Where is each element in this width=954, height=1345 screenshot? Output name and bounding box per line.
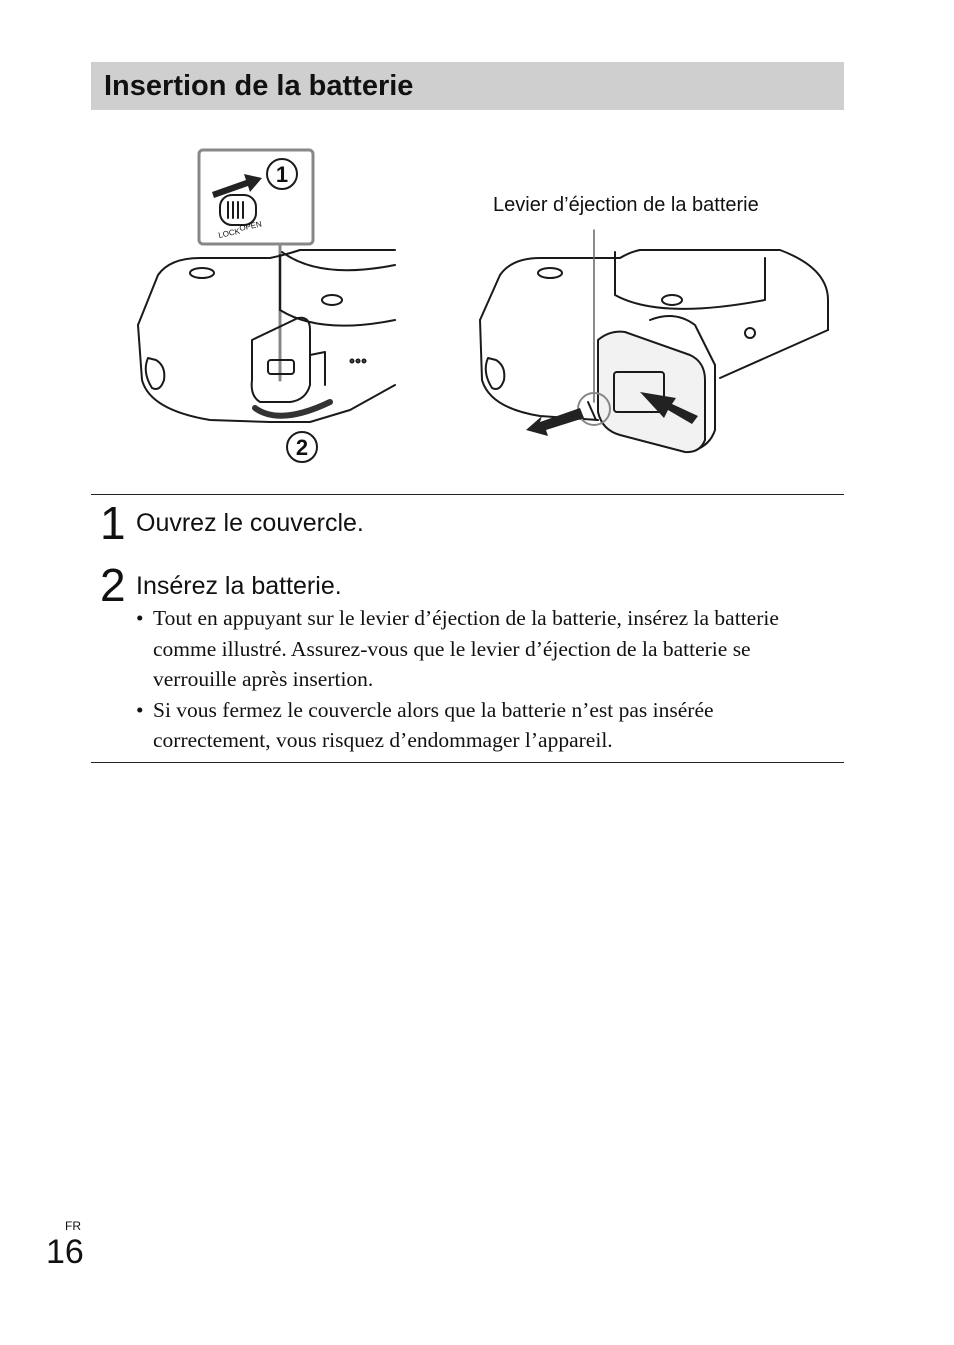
camera-right-drawing — [480, 230, 828, 452]
battery-insertion-illustration — [120, 140, 840, 480]
section-header — [91, 62, 844, 110]
notes-list — [136, 603, 816, 756]
language-code: FR — [65, 1219, 81, 1233]
step-2-title: Insérez la batterie. — [136, 572, 342, 600]
bottom-rule — [91, 762, 844, 763]
step-1-title: Ouvrez le couvercle. — [136, 509, 364, 537]
step-1-number: 1 — [100, 497, 126, 549]
note-text: Si vous fermez le couvercle alors que la batterie n’est pas insérée correctement, vous risquez d’endommager l’appareil. — [153, 697, 714, 752]
step-2-number: 2 — [100, 559, 126, 611]
note-item — [136, 603, 816, 695]
switch-open-label: OPEN — [238, 219, 263, 233]
switch-lock-label: LOCK — [217, 226, 241, 240]
camera-left-drawing — [138, 150, 395, 462]
bullet-icon: • — [136, 697, 144, 722]
marker-2: 2 — [295, 435, 309, 460]
page-number: 16 — [46, 1233, 84, 1271]
section-title: Insertion de la batterie — [104, 70, 414, 102]
bullet-icon: • — [136, 606, 144, 630]
eject-arrow-icon — [526, 408, 584, 436]
note-text: Tout en appuyant sur le levier d’éjection de la batterie, insérez la batterie comme illustré. Assurez-vous que le levier d’éjection de la batterie se verrouille après insertion. — [153, 606, 779, 691]
note-item — [136, 695, 816, 756]
marker-1: 1 — [275, 162, 289, 187]
ejection-lever-callout: Levier d’éjection de la batterie — [493, 194, 759, 216]
top-rule — [91, 494, 844, 495]
